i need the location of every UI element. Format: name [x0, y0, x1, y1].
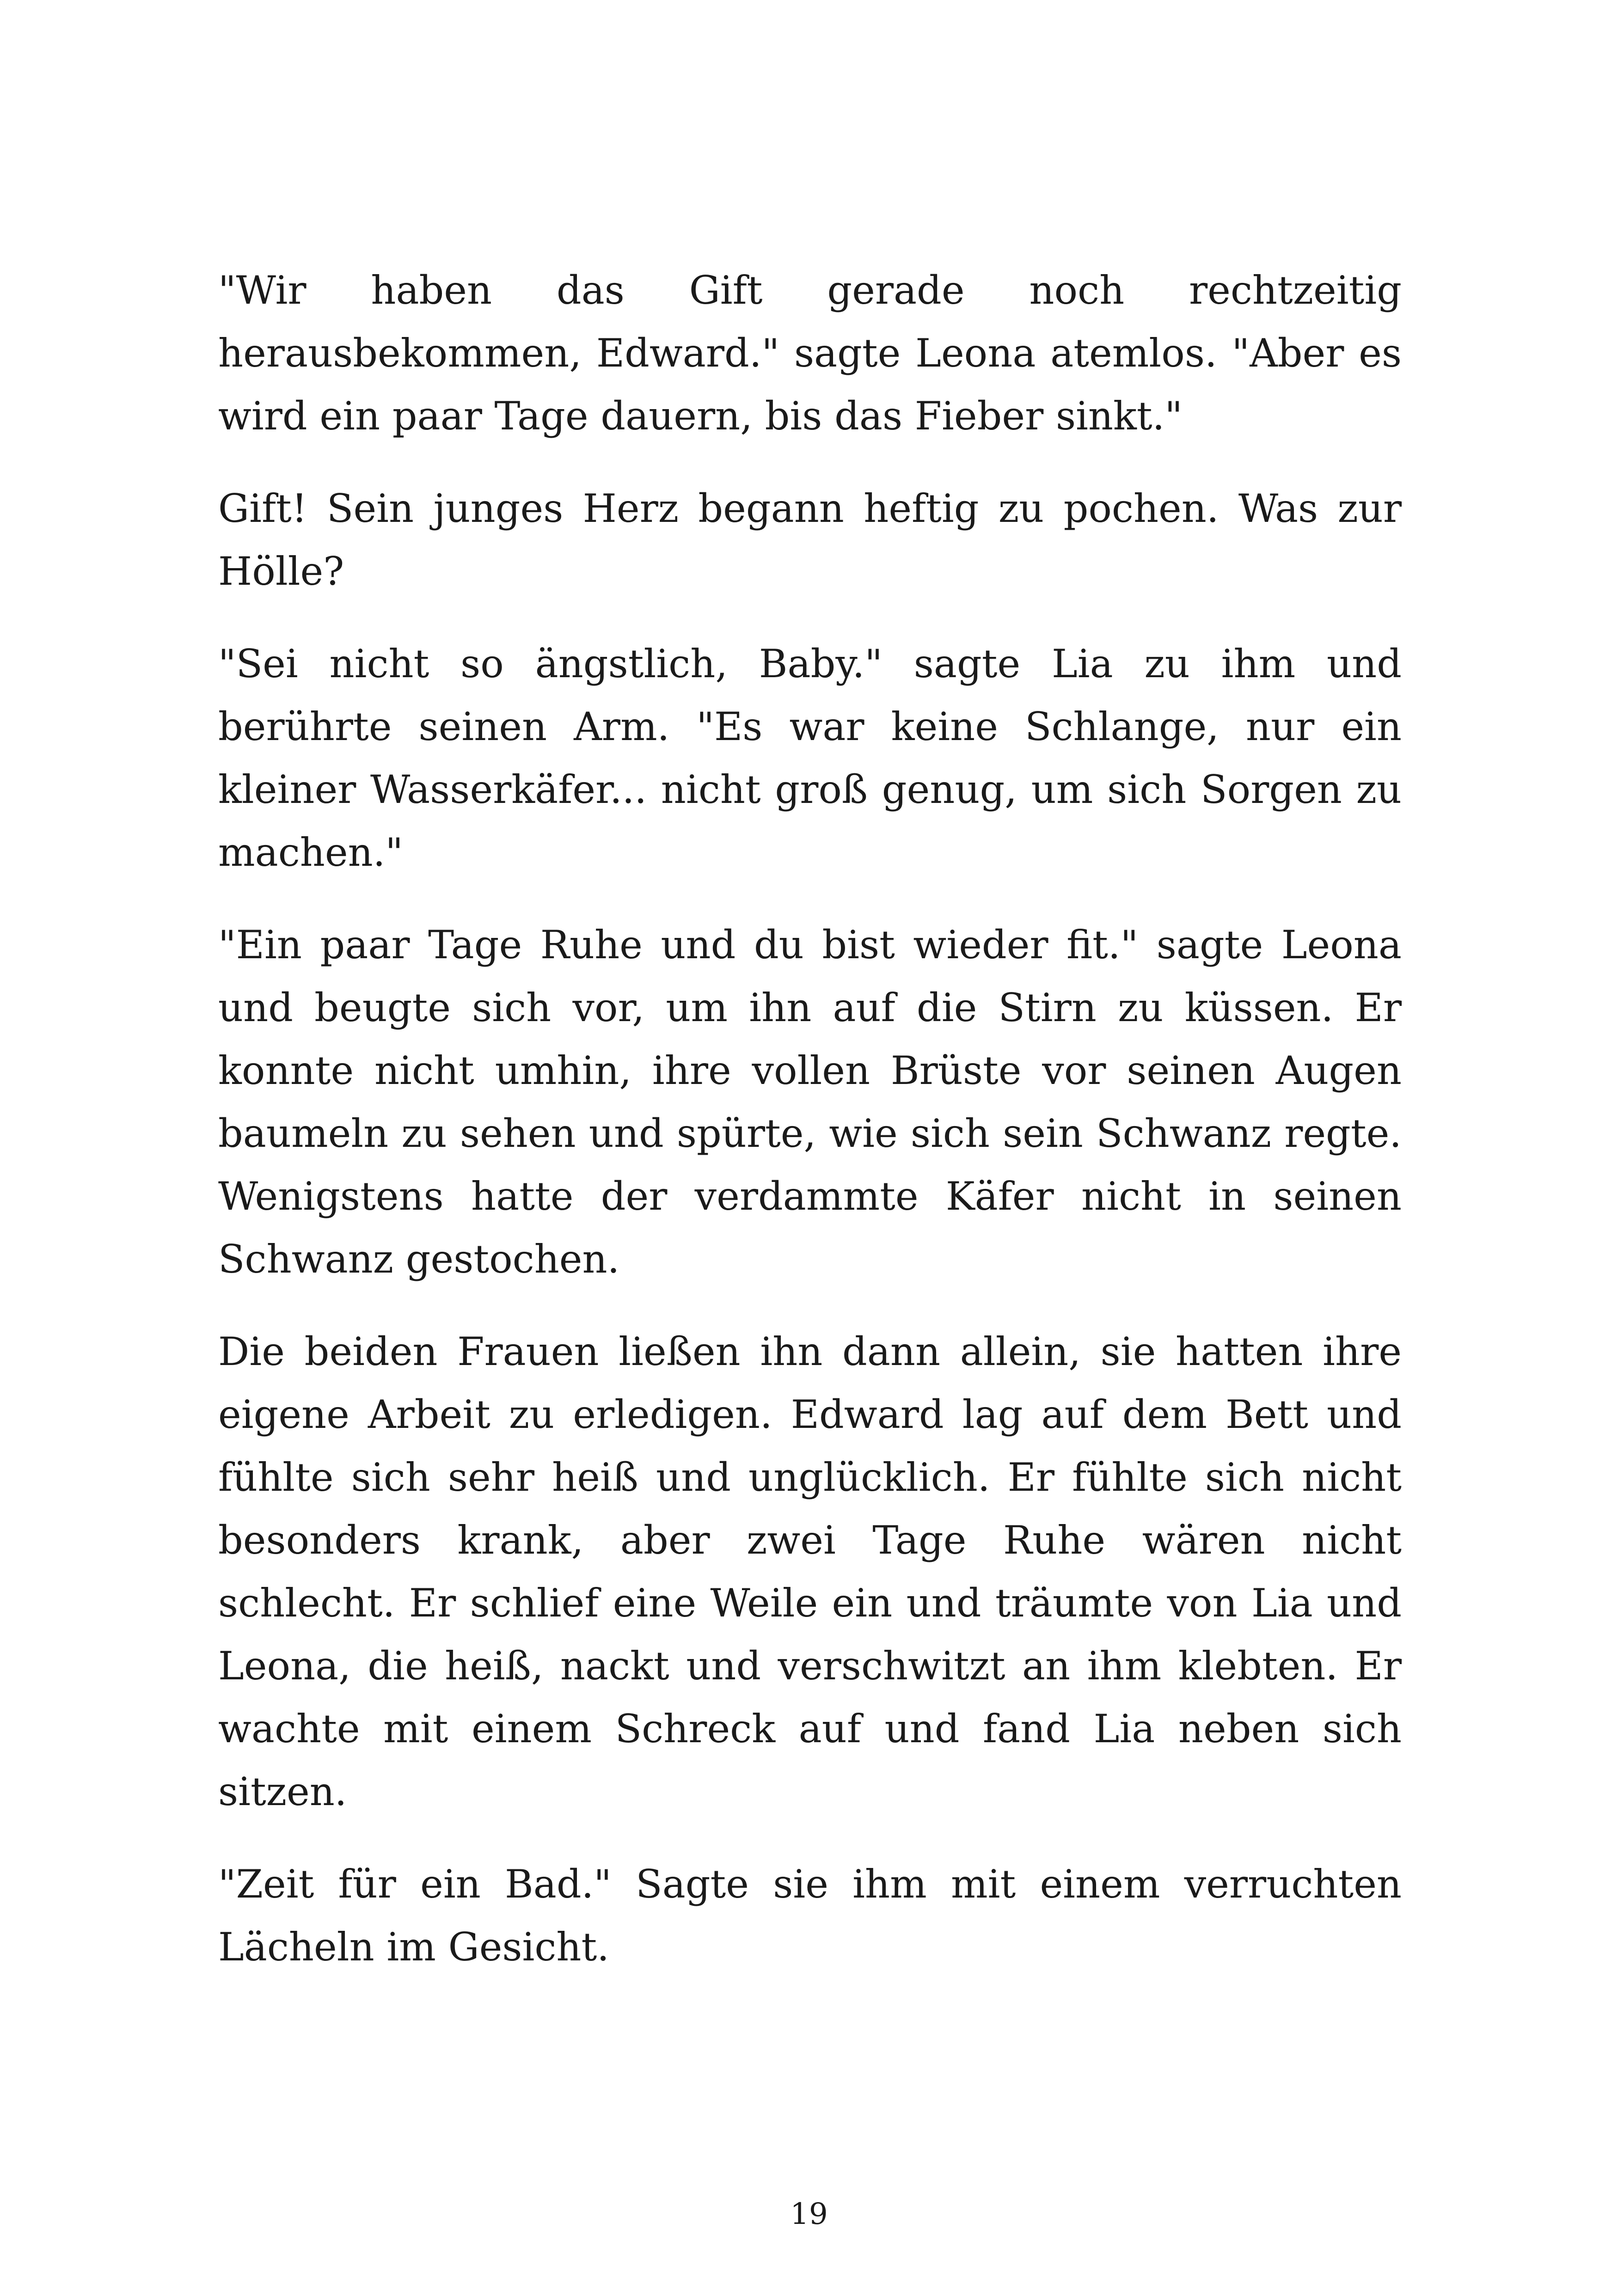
paragraph: Die beiden Frauen ließen ihn dann allein, sie hatten ihre eigene Arbeit zu erledigen. Edward lag auf dem Bett und fühlte sich sehr heiß und unglücklich. Er fühlte sich nicht besonders krank, aber zwei Tage Ruhe wären nicht schlecht. Er schlief eine Weile ein und träumte von Lia und Leona, die heiß, nackt und verschwitzt an ihm klebten. Er wachte mit einem Schreck auf und fand Lia neben sich sitzen.	[218, 1329, 1402, 1814]
paragraph: "Sei nicht so ängstlich, Baby." sagte Lia zu ihm und berührte seinen Arm. "Es war keine Schlange, nur ein kleiner Wasserkäfer... nicht groß genug, um sich Sorgen zu machen."	[218, 641, 1402, 875]
paragraph: "Ein paar Tage Ruhe und du bist wieder fit." sagte Leona und beugte sich vor, um ihn auf die Stirn zu küssen. Er konnte nicht umhin, ihre vollen Brüste vor seinen Augen baumeln zu sehen und spürte, wie sich sein Schwanz regte. Wenigstens hatte der verdammte Käfer nicht in seinen Schwanz gestochen.	[218, 922, 1402, 1282]
page-number: 19	[790, 2197, 828, 2231]
paragraph: "Zeit für ein Bad." Sagte sie ihm mit einem verruchten Lächeln im Gesicht.	[218, 1861, 1402, 1970]
paragraph: "Wir haben das Gift gerade noch rechtzeitig herausbekommen, Edward." sagte Leona atemlos. "Aber es wird ein paar Tage dauern, bis das Fieber sinkt."	[218, 268, 1402, 439]
body-text	[218, 259, 1402, 2008]
paragraph: Gift! Sein junges Herz begann heftig zu pochen. Was zur Hölle?	[218, 486, 1402, 594]
